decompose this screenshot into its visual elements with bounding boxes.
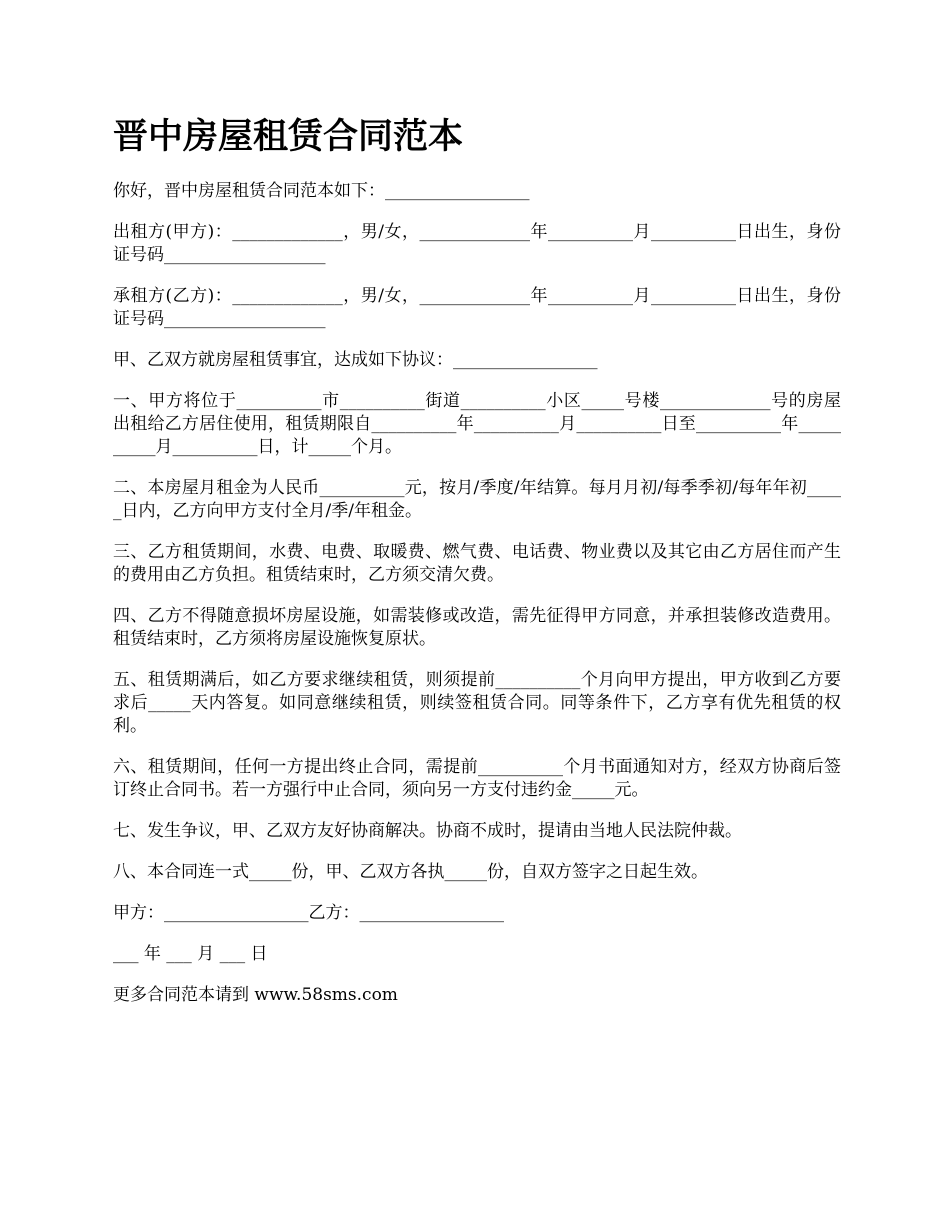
clause-6-paragraph: 六、租赁期间，任何一方提出终止合同，需提前__________个月书面通知对方，经双方协商后签订终止合同书。若一方强行中止合同，须向另一方支付违约金_____元。 [113,757,841,800]
document-content [113,112,841,1025]
document-title: 晋中房屋租赁合同范本 [113,116,464,157]
clause-2-paragraph: 二、本房屋月租金为人民币__________元，按月/季度/年结算。每月月初/每季季初/每年年初_____日内，乙方向甲方支付全月/季/年租金。 [113,478,841,521]
signature-line: 甲方：_________________乙方：_________________ [113,903,504,923]
clause-7-paragraph: 七、发生争议，甲、乙双方友好协商解决。协商不成时，提请由当地人民法院仲裁。 [113,821,742,841]
agreement-intro-paragraph: 甲、乙双方就房屋租赁事宜，达成如下协议：_________________ [113,350,598,370]
date-line: ___ 年 ___ 月 ___ 日 [113,944,268,964]
lessor-paragraph: 出租方(甲方)：_____________，男/女，_____________年__________月__________日出生，身份证号码___________________ [113,222,841,265]
clause-5-paragraph: 五、租赁期满后，如乙方要求继续租赁，则须提前__________个月向甲方提出，甲方收到乙方要求后_____天内答复。如同意继续租赁，则续签租赁合同。同等条件下，乙方享有优先租赁的权利。 [113,670,841,736]
clause-1-paragraph: 一、甲方将位于__________市__________街道__________小区_____号楼_____________号的房屋出租给乙方居住使用，租赁期限自__________年__________月__________日至__________年__________月__________日，计_____个月。 [113,391,841,457]
clause-4-paragraph: 四、乙方不得随意损坏房屋设施，如需装修或改造，需先征得甲方同意，并承担装修改造费用。租赁结束时，乙方须将房屋设施恢复原状。 [113,606,841,649]
greeting-paragraph: 你好，晋中房屋租赁合同范本如下：_________________ [113,181,530,201]
clause-3-paragraph: 三、乙方租赁期间，水费、电费、取暖费、燃气费、电话费、物业费以及其它由乙方居住而产生的费用由乙方负担。租赁结束时，乙方须交清欠费。 [113,542,841,585]
clause-8-paragraph: 八、本合同连一式_____份，甲、乙双方各执_____份，自双方签字之日起生效。 [113,862,708,882]
footer-note: 更多合同范本请到 www.58sms.com [113,985,398,1005]
lessee-paragraph: 承租方(乙方)：_____________，男/女，_____________年__________月__________日出生，身份证号码___________________ [113,286,841,329]
